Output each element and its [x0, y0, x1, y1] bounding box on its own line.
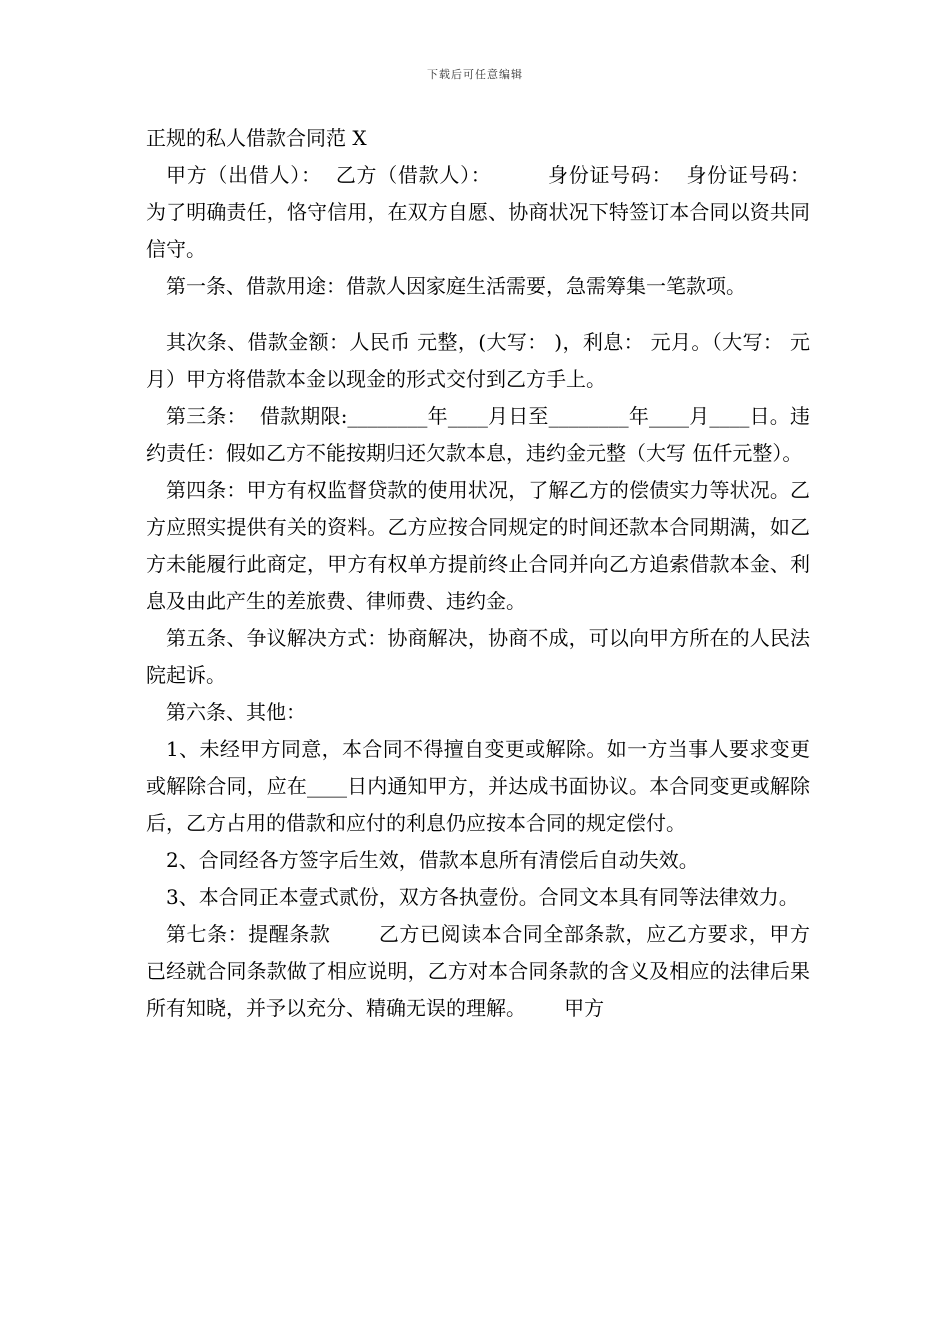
paragraph-spacer	[146, 305, 810, 324]
paragraph-article-2: 其次条、借款金额：人民币 元整，(大写： )，利息： 元月。（大写： 元月）甲方将借款本金以现金的形式交付到乙方手上。	[146, 330, 810, 391]
document-title: 正规的私人借款合同范 X	[146, 126, 367, 150]
paragraph-parties: 甲方（出借人）： 乙方（借款人）： 身份证号码： 身份证号码： 为了明确责任，恪守信用，在双方自愿、协商状况下特签订本合同以资共同信守。	[146, 163, 861, 261]
document-body	[146, 120, 861, 1027]
paragraph-clause-3: 3、本合同正本壹式贰份，双方各执壹份。合同文本具有同等法律效力。	[166, 885, 799, 909]
paragraph-clause-1: 1、未经甲方同意，本合同不得擅自变更或解除。如一方当事人要求变更或解除合同，应在____日内通知甲方，并达成书面协议。本合同变更或解除后，乙方占用的借款和应付的利息仍应按本合同的规定偿付。	[146, 737, 810, 835]
paragraph-article-6: 第六条、其他：	[166, 700, 306, 724]
paragraph-article-5: 第五条、争议解决方式：协商解决，协商不成，可以向甲方所在的人民法院起诉。	[146, 626, 810, 687]
paragraph-article-4: 第四条：甲方有权监督贷款的使用状况，了解乙方的偿债实力等状况。乙方应照实提供有关的资料。乙方应按合同规定的时间还款本合同期满，如乙方未能履行此商定，甲方有权单方提前终止合同并向乙方追索借款本金、利息及由此产生的差旅费、律师费、违约金。	[146, 478, 810, 613]
paragraph-article-7: 第七条：提醒条款 乙方已阅读本合同全部条款，应乙方要求，甲方已经就合同条款做了相应说明，乙方对本合同条款的含义及相应的法律后果所有知晓，并予以充分、精确无误的理解。 甲方	[146, 922, 810, 1020]
paragraph-clause-2: 2、合同经各方签字后生效，借款本息所有清偿后自动失效。	[166, 848, 699, 872]
paragraph-article-1: 第一条、借款用途：借款人因家庭生活需要，急需筹集一笔款项。	[166, 274, 746, 298]
paragraph-article-3: 第三条： 借款期限:________年____月日至________年____月____日。违约责任：假如乙方不能按期归还欠款本息，违约金元整（大写 伍仟元整）。	[146, 404, 810, 465]
page-header-note: 下载后可任意编辑	[427, 68, 523, 81]
